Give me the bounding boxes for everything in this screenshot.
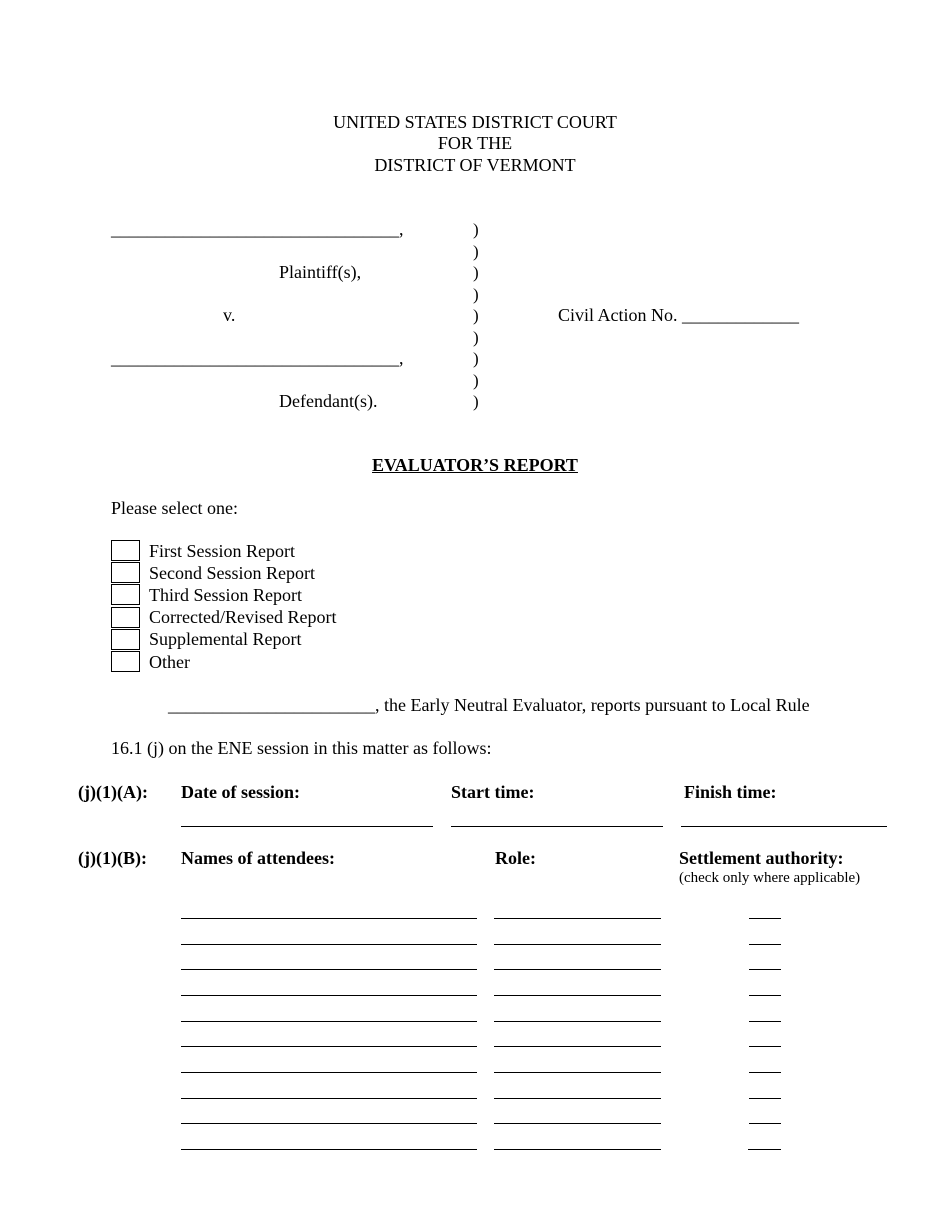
attendee-authority-check[interactable] (749, 1123, 781, 1124)
other-checkbox[interactable] (111, 651, 140, 672)
section-b-label: (j)(1)(B): (78, 848, 147, 868)
caption-paren: ) (473, 328, 479, 347)
court-name: UNITED STATES DISTRICT COURT (333, 112, 617, 132)
attendee-name-field[interactable] (181, 1021, 477, 1022)
defendant-name-blank[interactable]: ________________________________, (111, 348, 404, 368)
court-district: DISTRICT OF VERMONT (374, 155, 576, 175)
corrected-report-checkbox[interactable] (111, 607, 140, 628)
caption-paren: ) (473, 306, 479, 325)
caption-paren: ) (473, 263, 479, 282)
plaintiff-name-blank[interactable]: ________________________________, (111, 219, 404, 239)
attendee-name-field[interactable] (181, 1046, 477, 1047)
caption-paren: ) (473, 349, 479, 368)
defendant-label: Defendant(s). (279, 391, 378, 411)
court-for-the: FOR THE (437, 133, 513, 153)
first-session-checkbox[interactable] (111, 540, 140, 561)
plaintiff-label: Plaintiff(s), (279, 262, 362, 282)
attendee-authority-check[interactable] (749, 1098, 781, 1099)
attendee-role-field[interactable] (494, 1123, 661, 1124)
evaluator-statement-cont: 16.1 (j) on the ENE session in this matter as follows: (111, 738, 492, 758)
supplemental-report-label: Supplemental Report (149, 629, 302, 649)
attendee-name-field[interactable] (181, 1098, 477, 1099)
finish-time-field[interactable] (681, 826, 887, 827)
caption-paren: ) (473, 285, 479, 304)
attendee-role-field[interactable] (494, 1021, 661, 1022)
caption-paren: ) (473, 371, 479, 390)
other-label: Other (149, 652, 190, 672)
finish-time-label: Finish time: (684, 782, 777, 802)
start-time-field[interactable] (451, 826, 663, 827)
settlement-authority-note: (check only where applicable) (679, 870, 861, 886)
attendee-role-field[interactable] (494, 969, 661, 970)
attendee-role-field[interactable] (494, 918, 661, 919)
attendee-role-field[interactable] (494, 1046, 661, 1047)
attendee-role-field[interactable] (494, 1149, 661, 1150)
second-session-label: Second Session Report (149, 563, 315, 583)
attendee-name-field[interactable] (181, 944, 477, 945)
settlement-authority-label: Settlement authority: (679, 848, 844, 868)
attendee-authority-check[interactable] (749, 944, 781, 945)
role-label: Role: (495, 848, 536, 868)
attendee-role-field[interactable] (494, 1098, 661, 1099)
versus-label: v. (223, 305, 236, 325)
attendees-label: Names of attendees: (181, 848, 335, 868)
attendee-authority-check[interactable] (749, 995, 781, 996)
section-a-label: (j)(1)(A): (78, 782, 148, 802)
attendee-authority-check[interactable] (748, 1149, 781, 1150)
attendee-role-field[interactable] (494, 995, 661, 996)
attendee-name-field[interactable] (181, 1149, 477, 1150)
date-of-session-label: Date of session: (181, 782, 300, 802)
attendee-authority-check[interactable] (749, 969, 781, 970)
second-session-checkbox[interactable] (111, 562, 140, 583)
third-session-checkbox[interactable] (111, 584, 140, 605)
evaluator-statement[interactable]: _______________________, the Early Neutral Evaluator, reports pursuant to Local Rule (168, 695, 810, 715)
attendee-name-field[interactable] (181, 1072, 477, 1073)
corrected-report-label: Corrected/Revised Report (149, 607, 337, 627)
civil-action-number[interactable]: Civil Action No. _____________ (558, 305, 800, 325)
attendee-role-field[interactable] (494, 944, 661, 945)
caption-paren: ) (473, 392, 479, 411)
attendee-role-field[interactable] (494, 1072, 661, 1073)
attendee-name-field[interactable] (181, 1123, 477, 1124)
attendee-name-field[interactable] (181, 918, 477, 919)
attendee-authority-check[interactable] (749, 918, 781, 919)
supplemental-report-checkbox[interactable] (111, 629, 140, 650)
caption-paren: ) (473, 220, 479, 239)
report-title: EVALUATOR’S REPORT (372, 455, 578, 475)
attendee-authority-check[interactable] (749, 1021, 781, 1022)
caption-paren: ) (473, 242, 479, 261)
attendee-authority-check[interactable] (749, 1072, 781, 1073)
third-session-label: Third Session Report (149, 585, 302, 605)
attendee-name-field[interactable] (181, 969, 477, 970)
attendee-name-field[interactable] (181, 995, 477, 996)
first-session-label: First Session Report (149, 541, 296, 561)
select-prompt: Please select one: (111, 498, 238, 518)
date-of-session-field[interactable] (181, 826, 433, 827)
start-time-label: Start time: (451, 782, 535, 802)
attendee-authority-check[interactable] (749, 1046, 781, 1047)
